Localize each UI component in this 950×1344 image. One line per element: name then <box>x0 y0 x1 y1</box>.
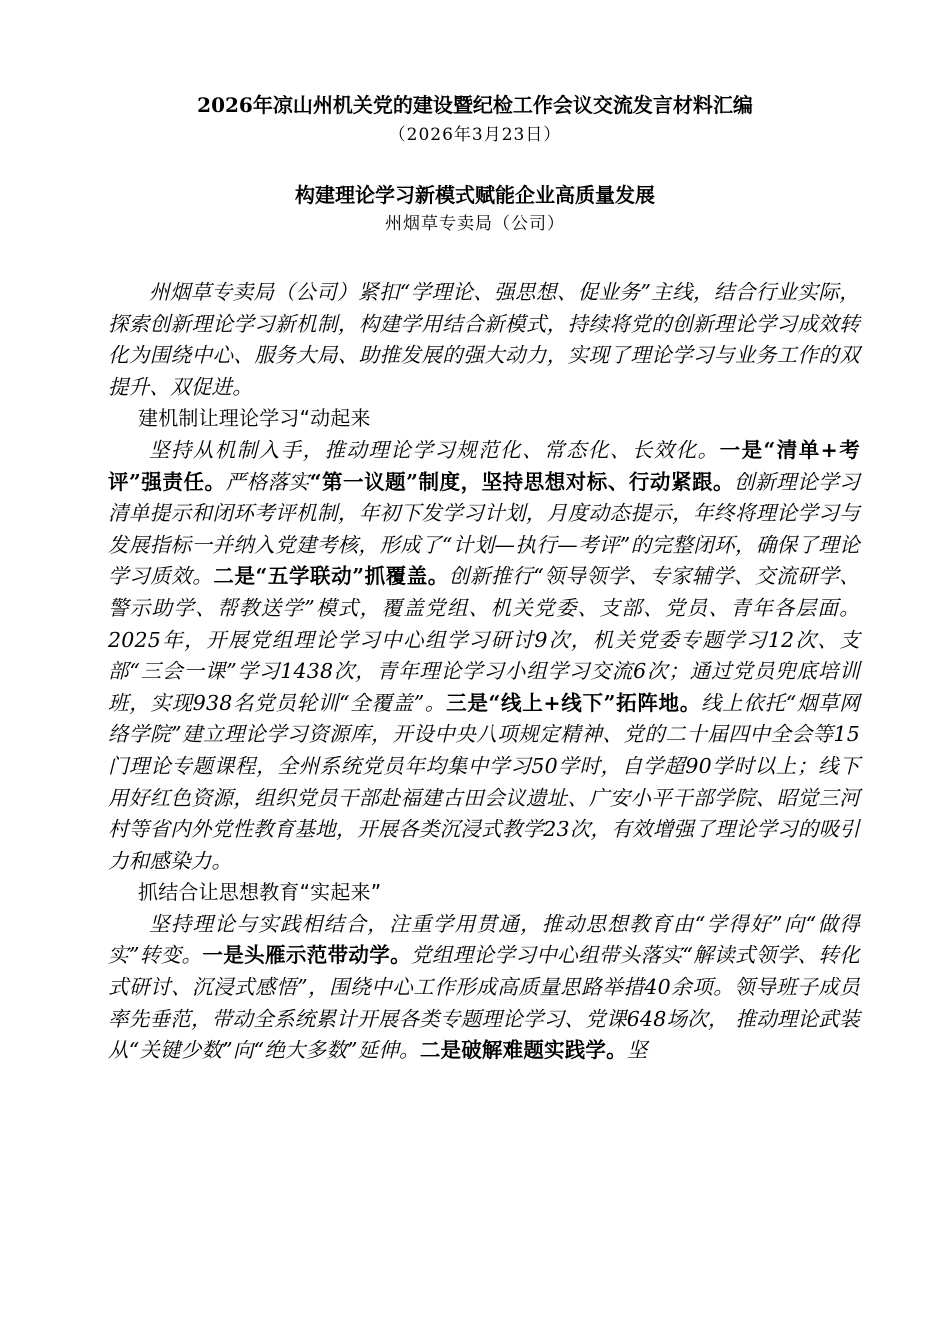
section-heading-mechanism: 建机制让理论学习“动起来 <box>138 406 371 431</box>
body-sentence: 创新推行“领导领学、专家辅学、交流研学、警示助学、帮教送学”模式，覆盖党组、机关党委、支部、党员、青年各层面。2025年，开展党组理论学习中心组学习研讨9次，机关党委专题学习12次、支部“三会一课”学习1438次，青年理论学习小组学习交流6次；通过党员兜底培训班，实现938名党员轮训“全覆盖”。 <box>108 564 861 715</box>
article-title: 构建理论学习新模式赋能企业高质量发展 <box>295 183 655 207</box>
section-heading-integration: 抓结合让思想教育“实起来” <box>138 880 382 905</box>
article-body <box>108 277 860 1067</box>
section-paragraph-integration <box>108 909 860 1067</box>
section-paragraph-mechanism <box>108 435 860 877</box>
body-sentence: 党组理论学习中心组带头落实“解读式领学、转化式研讨、沉浸式感悟”，围绕中心工作形成高质量思路举措40余项。领导班子成员率先垂范，带动全系统累计开展各类专题理论学习、党课648场次， 推动理论武装从“关键少数”向“绝大多数”延伸。 <box>108 943 860 1063</box>
bold-point: 二是“五学联动”抓覆盖。 <box>213 564 449 589</box>
intro-paragraph: 州烟草专卖局（公司）紧扣“学理论、强思想、促业务”主线，结合行业实际，探索创新理论学习新机制，构建学用结合新模式，持续将党的创新理论学习成效转化为围绕中心、服务大局、助推发展的强大动力，实现了理论学习与业务工作的双提升、双促进。 <box>108 280 860 399</box>
body-sentence: 坚 <box>626 1038 648 1063</box>
article-author: 州烟草专卖局（公司） <box>385 214 565 234</box>
body-sentence: 创新理论学习清单提示和闭环考评机制，年初下发学习计划，月度动态提示，年终将理论学习与发展指标一并纳入党建考核，形成了“计划—执行—考评”的完整闭环，确保了理论学习质效。 <box>108 469 860 589</box>
bold-point: 一是头雁示范带动学。 <box>202 943 412 968</box>
bold-point: 一是“清单+考评”强责任。 <box>108 437 860 494</box>
bold-point: 二是破解难题实践学。 <box>419 1038 627 1063</box>
body-sentence: 线上依托“烟草网络学院”建立理论学习资源库，开设中央八项规定精神、党的二十届四中全会等15门理论专题课程，全州系统党员年均集中学习50学时，自学超90学时以上；线下用好红色资源，组织党员干部赴福建古田会议遗址、广安小平干部学院、昭觉三河村等省内外党性教育基地，开展各类沉浸式教学23次，有效增强了理论学习的吸引力和感染力。 <box>108 690 860 873</box>
date-line: （2026年3月23日） <box>388 125 562 145</box>
bold-point: “第一议题”制度，坚持思想对标、行动紧跟。 <box>309 469 735 494</box>
main-title: 2026年凉山州机关党的建设暨纪检工作会议交流发言材料汇编 <box>197 93 753 117</box>
body-sentence: 坚持从机制入手，推动理论学习规范化、常态化、长效化。 <box>149 437 720 462</box>
body-sentence: 坚持理论与实践相结合，注重学用贯通，推动思想教育由“学得好”向“做得实”转变。 <box>108 911 860 968</box>
bold-point: 三是“线上+线下”拓阵地。 <box>446 690 701 715</box>
body-sentence: 严格落实 <box>225 469 310 494</box>
